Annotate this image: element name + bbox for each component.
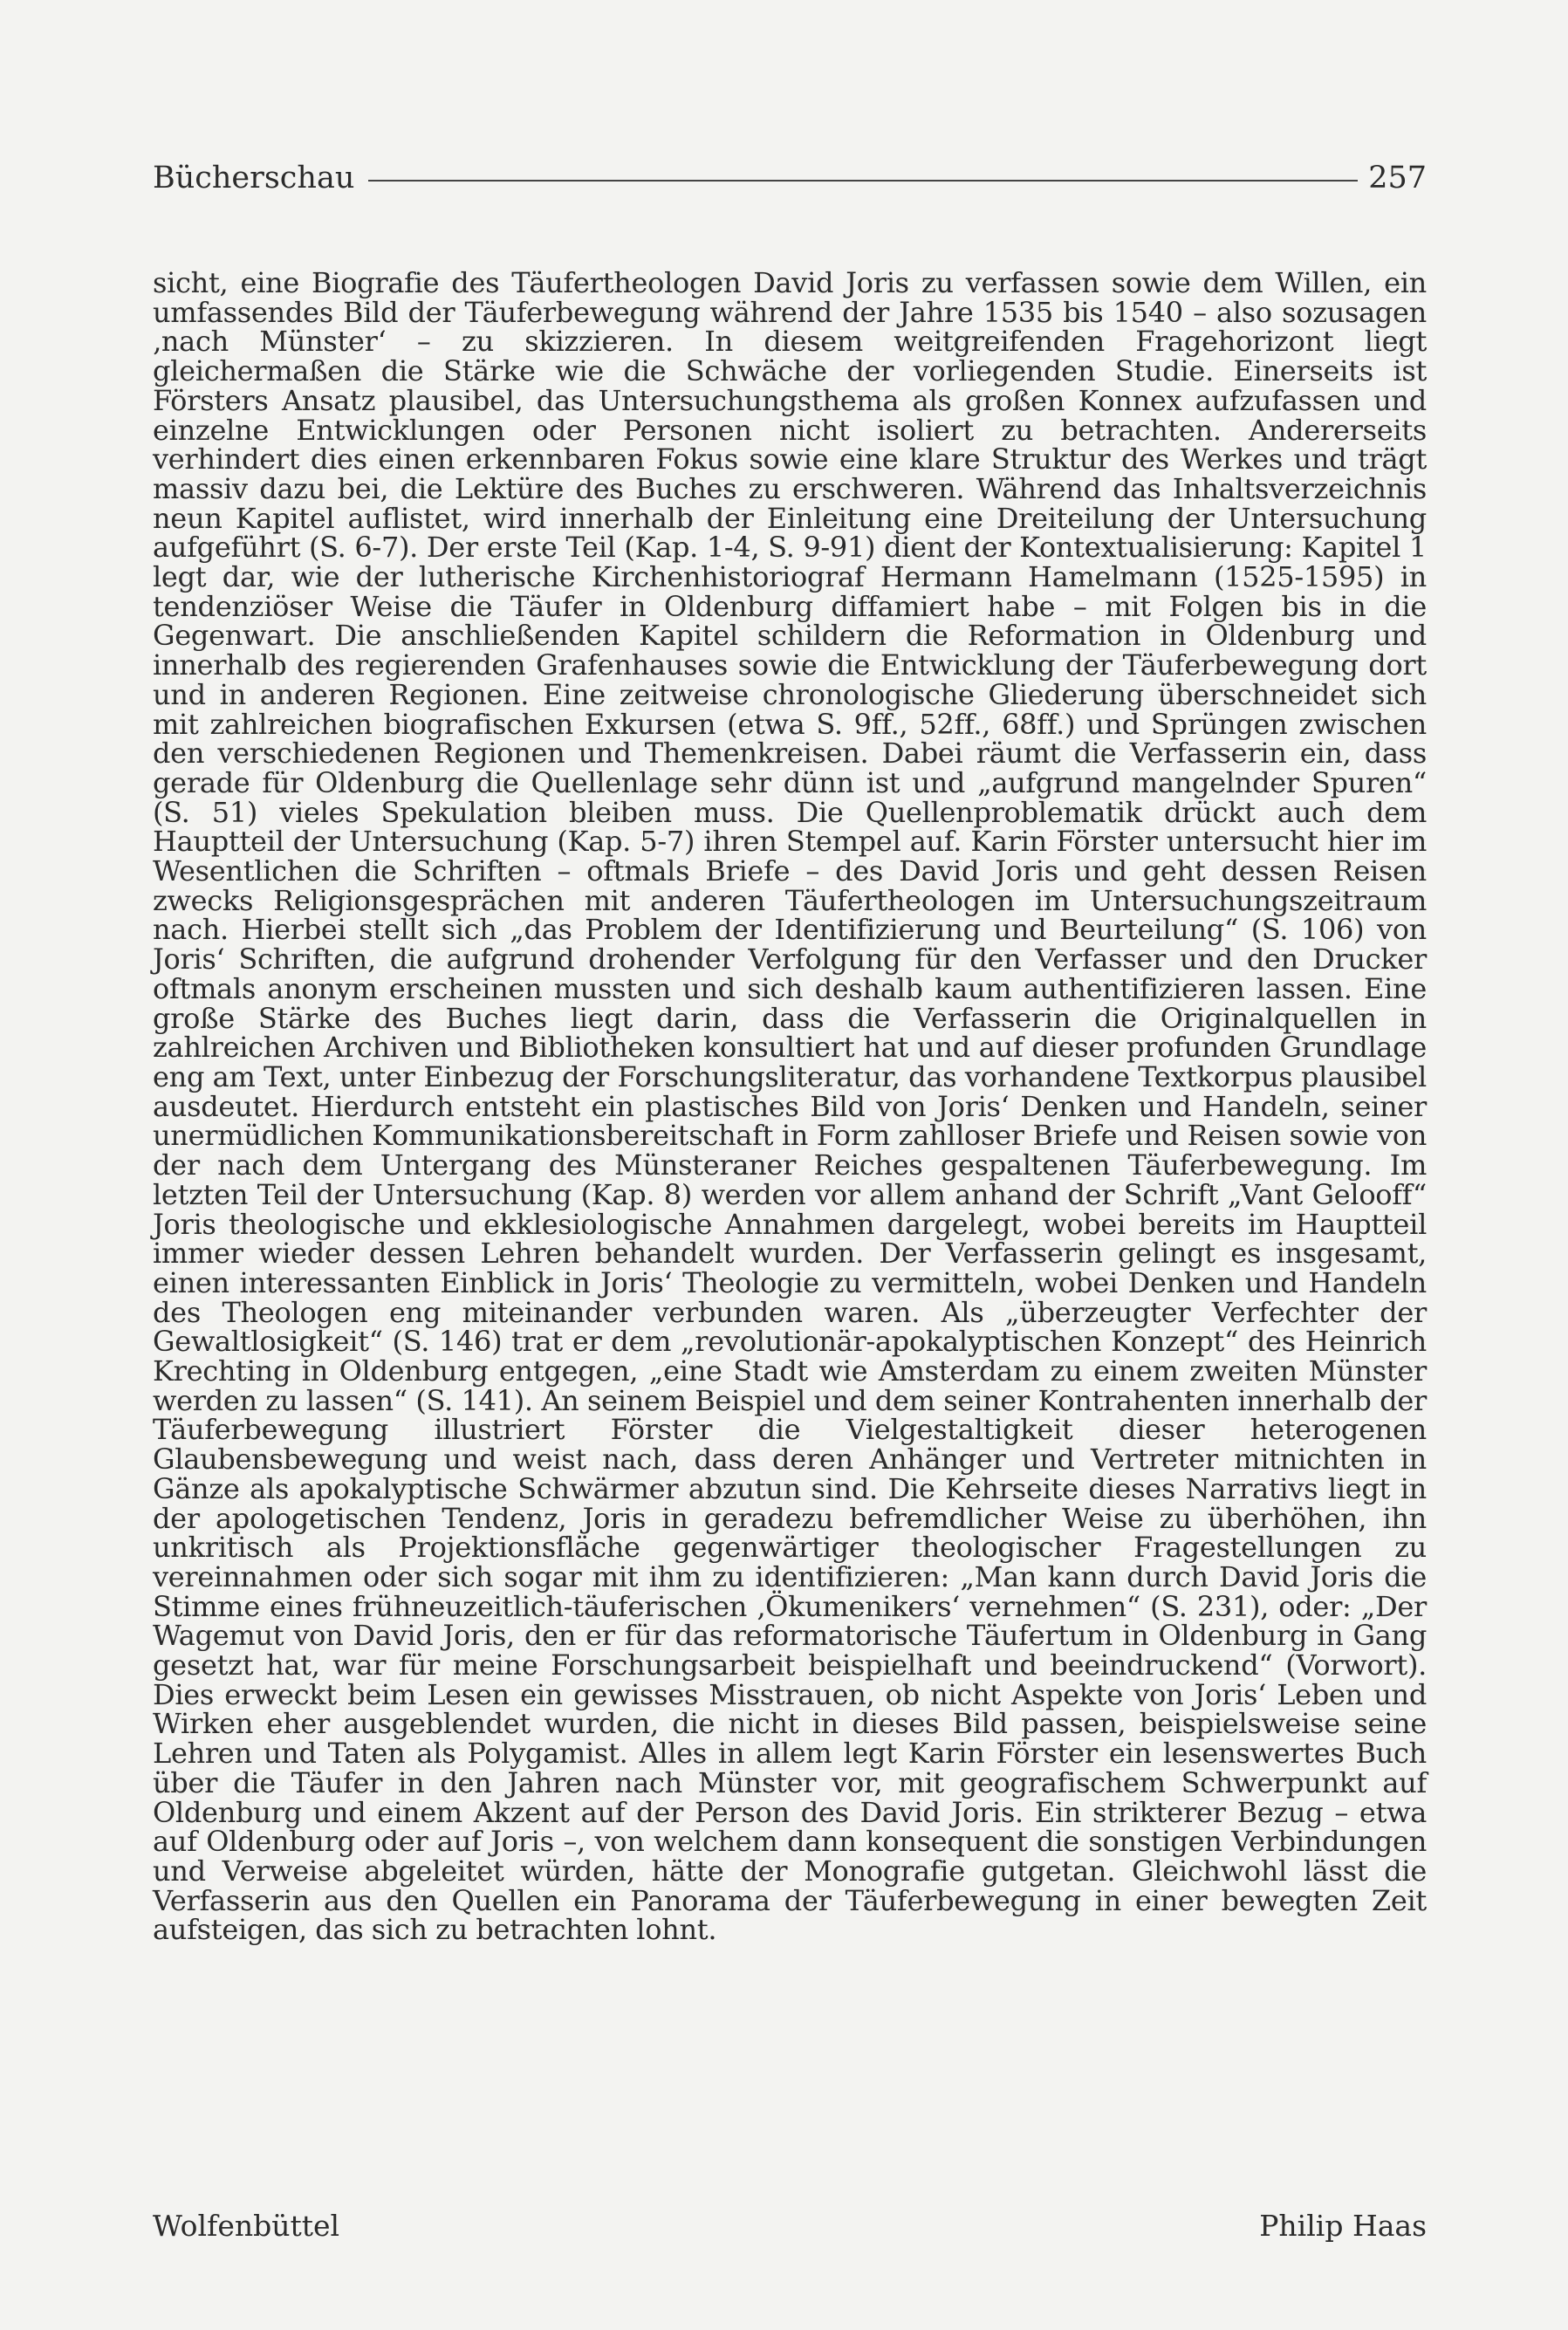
running-header — [153, 155, 1427, 201]
section-title: Bücherschau — [153, 161, 355, 195]
author-name: Philip Haas — [1259, 2208, 1427, 2243]
review-body — [153, 266, 1427, 1947]
review-paragraph: sicht, eine Biografie des Täufertheologen David Joris zu verfassen sowie dem Willen, ein umfassendes Bild der Täuferbewegung während der Jahre 1535 bis 1540 – also sozusagen ‚nach Münster‘ – zu skizzieren. In diesem weitgreifenden Fragehorizont liegt gleichermaßen die Stärke wie die Schwäche der vorliegenden Studie. Einerseits ist Försters Ansatz plausibel, das Untersuchungsthema als großen Konnex aufzufassen und einzelne Entwicklungen oder Personen nicht isoliert zu betrachten. Andererseits verhindert dies einen erkennbaren Fokus sowie eine klare Struktur des Werkes und trägt massiv dazu bei, die Lektüre des Buches zu erschweren. Während das Inhaltsverzeichnis neun Kapitel auflistet, wird innerhalb der Einleitung eine Dreiteilung der Untersuchung aufgeführt (S. 6-7). Der erste Teil (Kap. 1-4, S. 9-91) dient der Kontextualisierung: Kapitel 1 legt dar, wie der lutherische Kirchenhistoriograf Hermann Hamelmann (1525-1595) in tendenziöser Weise die Täufer in Oldenburg diffamiert habe – mit Folgen bis in die Gegenwart. Die anschließenden Kapitel schildern die Reformation in Oldenburg und innerhalb des regierenden Grafenhauses sowie die Entwicklung der Täuferbewegung dort und in anderen Regionen. Eine zeitweise chronologische Gliederung überschneidet sich mit zahlreichen biografischen Exkursen (etwa S. 9ff., 52ff., 68ff.) und Sprüngen zwischen den verschiedenen Regionen und Themenkreisen. Dabei räumt die Verfasserin ein, dass gerade für Oldenburg die Quellenlage sehr dünn ist und „aufgrund mangelnder Spuren“ (S. 51) vieles Spekulation bleiben muss. Die Quellenproblematik drückt auch dem Hauptteil der Untersuchung (Kap. 5-7) ihren Stempel auf. Karin Förster untersucht hier im Wesentlichen die Schriften – oftmals Briefe – des David Joris und geht dessen Reisen zwecks Religionsgesprächen mit anderen Täufertheologen im Untersuchungszeitraum nach. Hierbei stellt sich „das Problem der Identifizierung und Beurteilung“ (S. 106) von Joris‘ Schriften, die aufgrund drohender Verfolgung für den Verfasser und den Drucker oftmals anonym erscheinen mussten und sich deshalb kaum authentifizieren lassen. Eine große Stärke des Buches liegt darin, dass die Verfasserin die Originalquellen in zahlreichen Archiven und Bibliotheken konsultiert hat und auf dieser profunden Grundlage eng am Text, unter Einbezug der Forschungsliteratur, das vorhandene Textkorpus plausibel ausdeutet. Hierdurch entsteht ein plastisches Bild von Joris‘ Denken und Handeln, seiner unermüdlichen Kommunikationsbereitschaft in Form zahlloser Briefe und Reisen sowie von der nach dem Untergang des Münsteraner Reiches gespaltenen Täuferbewegung. Im letzten Teil der Untersuchung (Kap. 8) werden vor allem anhand der Schrift „Vant Gelooff“ Joris theologische und ekklesiologische Annahmen dargelegt, wobei bereits im Hauptteil immer wieder dessen Lehren behandelt wurden. Der Verfasserin gelingt es insgesamt, einen interessanten Einblick in Joris‘ Theologie zu vermitteln, wobei Denken und Handeln des Theologen eng miteinander verbunden waren. Als „überzeugter Verfechter der Gewaltlosigkeit“ (S. 146) trat er dem „revolutionär-apokalyptischen Konzept“ des Heinrich Krechting in Oldenburg entgegen, „eine Stadt wie Amsterdam zu einem zweiten Münster werden zu lassen“ (S. 141). An seinem Beispiel und dem seiner Kontrahenten innerhalb der Täuferbewegung illustriert Förster die Vielgestaltigkeit dieser heterogenen Glaubensbewegung und weist nach, dass deren Anhänger und Vertreter mitnichten in Gänze als apokalyptische Schwärmer abzutun sind. Die Kehrseite dieses Narrativs liegt in der apologetischen Tendenz, Joris in geradezu befremdlicher Weise zu überhöhen, ihn unkritisch als Projektionsfläche gegenwärtiger theologischer Fragestellungen zu vereinnahmen oder sich sogar mit ihm zu identifizieren: „Man kann durch David Joris die Stimme eines frühneuzeitlich-täuferischen ‚Ökumenikers‘ vernehmen“ (S. 231), oder: „Der Wagemut von David Joris, den er für das reformatorische Täufertum in Oldenburg in Gang gesetzt hat, war für meine Forschungsarbeit beispielhaft und beeindruckend“ (Vorwort). Dies erweckt beim Lesen ein gewisses Misstrauen, ob nicht Aspekte von Joris‘ Leben und Wirken eher ausgeblendet wurden, die nicht in dieses Bild passen, beispielsweise seine Lehren und Taten als Polygamist. Alles in allem legt Karin Förster ein lesenswertes Buch über die Täufer in den Jahren nach Münster vor, mit geografischem Schwerpunkt auf Oldenburg und einem Akzent auf der Person des David Joris. Ein strikterer Bezug – etwa auf Oldenburg oder auf Joris –, von welchem dann konsequent die sonstigen Verbindungen und Verweise abgeleitet würden, hätte der Monografie gutgetan. Gleichwohl lässt die Verfasserin aus den Quellen ein Panorama der Täuferbewegung in einer bewegten Zeit aufsteigen, das sich zu betrachten lohnt. — [153, 266, 1427, 1947]
place-name: Wolfenbüttel — [153, 2208, 340, 2243]
review-signature — [153, 2206, 1427, 2244]
header-rule — [368, 180, 1358, 182]
page-number: 257 — [1368, 161, 1427, 195]
